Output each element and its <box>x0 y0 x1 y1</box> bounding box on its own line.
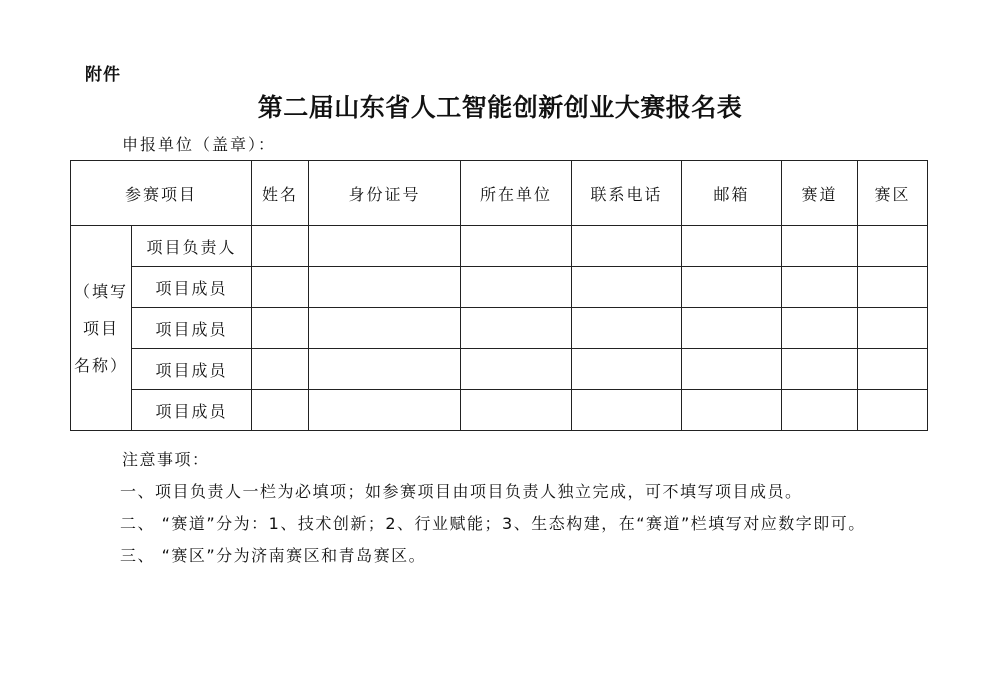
table-row <box>71 226 928 267</box>
header-project: 参赛项目 <box>71 161 252 226</box>
role-cell-member: 项目成员 <box>132 267 252 308</box>
header-email: 邮箱 <box>682 161 782 226</box>
form-title: 第二届山东省人工智能创新创业大赛报名表 <box>257 93 743 122</box>
email-input-cell[interactable] <box>682 390 782 431</box>
phone-input-cell[interactable] <box>572 226 682 267</box>
project-name-cell[interactable] <box>71 226 132 431</box>
unit-input-cell[interactable] <box>461 267 572 308</box>
id-number-input-cell[interactable] <box>309 390 461 431</box>
email-input-cell[interactable] <box>682 226 782 267</box>
table-header-row <box>71 161 928 226</box>
phone-input-cell[interactable] <box>572 308 682 349</box>
note-item: 二、 “赛道”分为：1、技术创新；2、行业赋能；3、生态构建，在“赛道”栏填写对应数字即可。 <box>120 514 866 533</box>
email-input-cell[interactable] <box>682 349 782 390</box>
phone-input-cell[interactable] <box>572 267 682 308</box>
name-input-cell[interactable] <box>252 390 309 431</box>
unit-input-cell[interactable] <box>461 349 572 390</box>
email-input-cell[interactable] <box>682 308 782 349</box>
note-item: 三、 “赛区”分为济南赛区和青岛赛区。 <box>120 546 427 565</box>
attachment-label: 附件 <box>85 65 121 85</box>
notes-heading: 注意事项： <box>122 450 210 469</box>
project-name-line: 名称） <box>73 355 128 375</box>
project-name-line: 项目 <box>82 318 119 338</box>
id-number-input-cell[interactable] <box>309 267 461 308</box>
email-input-cell[interactable] <box>682 267 782 308</box>
registration-table <box>70 160 928 431</box>
notes-section <box>122 444 866 572</box>
table-row <box>71 349 928 390</box>
note-item: 一、项目负责人一栏为必填项；如参赛项目由项目负责人独立完成，可不填写项目成员。 <box>120 482 803 501</box>
header-name: 姓名 <box>252 161 309 226</box>
region-input-cell[interactable] <box>858 308 928 349</box>
name-input-cell[interactable] <box>252 267 309 308</box>
role-cell-member: 项目成员 <box>132 308 252 349</box>
track-input-cell[interactable] <box>782 349 858 390</box>
id-number-input-cell[interactable] <box>309 226 461 267</box>
header-region: 赛区 <box>858 161 928 226</box>
unit-input-cell[interactable] <box>461 390 572 431</box>
id-number-input-cell[interactable] <box>309 349 461 390</box>
header-track: 赛道 <box>782 161 858 226</box>
project-name-line: （填写 <box>73 281 128 301</box>
region-input-cell[interactable] <box>858 267 928 308</box>
header-phone: 联系电话 <box>572 161 682 226</box>
track-input-cell[interactable] <box>782 226 858 267</box>
header-unit: 所在单位 <box>461 161 572 226</box>
name-input-cell[interactable] <box>252 226 309 267</box>
phone-input-cell[interactable] <box>572 349 682 390</box>
unit-input-cell[interactable] <box>461 226 572 267</box>
table-row <box>71 390 928 431</box>
unit-input-cell[interactable] <box>461 308 572 349</box>
region-input-cell[interactable] <box>858 390 928 431</box>
id-number-input-cell[interactable] <box>309 308 461 349</box>
phone-input-cell[interactable] <box>572 390 682 431</box>
role-cell-member: 项目成员 <box>132 349 252 390</box>
region-input-cell[interactable] <box>858 226 928 267</box>
track-input-cell[interactable] <box>782 308 858 349</box>
table-row <box>71 308 928 349</box>
name-input-cell[interactable] <box>252 308 309 349</box>
header-id-number: 身份证号 <box>309 161 461 226</box>
role-cell-leader: 项目负责人 <box>132 226 252 267</box>
role-cell-member: 项目成员 <box>132 390 252 431</box>
track-input-cell[interactable] <box>782 390 858 431</box>
table-row <box>71 267 928 308</box>
declaring-unit-label: 申报单位（盖章）： <box>122 135 277 154</box>
region-input-cell[interactable] <box>858 349 928 390</box>
name-input-cell[interactable] <box>252 349 309 390</box>
track-input-cell[interactable] <box>782 267 858 308</box>
